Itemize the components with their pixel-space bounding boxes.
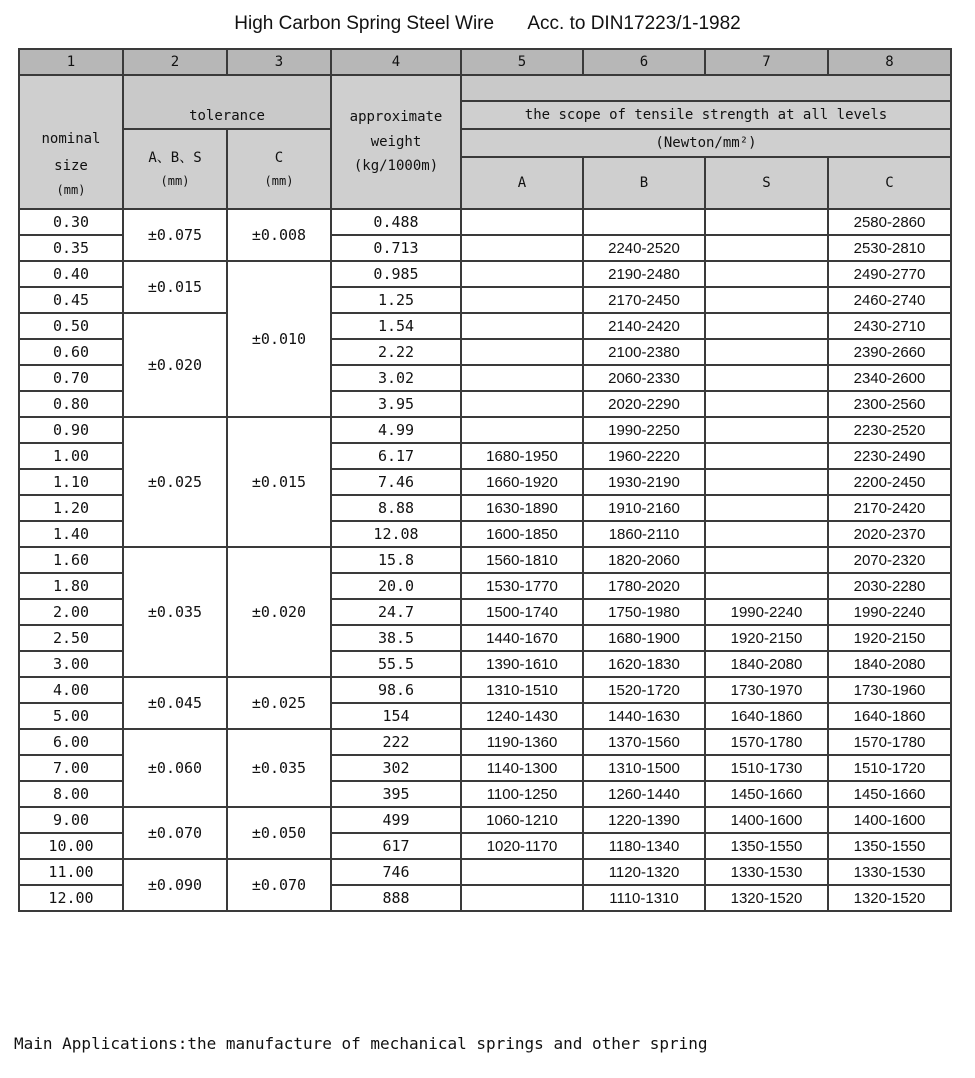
grade-a-cell: 1630-1890: [461, 495, 583, 521]
table-row: [19, 313, 951, 339]
grade-a-cell: [461, 365, 583, 391]
weight-cell: 395: [331, 781, 461, 807]
grade-s-cell: [705, 391, 828, 417]
nominal-size-cell: 2.00: [19, 599, 123, 625]
header-row-3: [19, 129, 951, 157]
grade-c-cell: 2200-2450: [828, 469, 951, 495]
weight-cell: 4.99: [331, 417, 461, 443]
grade-a-cell: [461, 391, 583, 417]
grade-a-cell: 1100-1250: [461, 781, 583, 807]
grade-s-cell: [705, 365, 828, 391]
grade-c-cell: 1330-1530: [828, 859, 951, 885]
tolerance-abs-cell: ±0.020: [123, 313, 227, 417]
grade-c-cell: 2490-2770: [828, 261, 951, 287]
grade-s-cell: [705, 339, 828, 365]
tolerance-abs-cell: ±0.025: [123, 417, 227, 547]
grade-b-cell: 1990-2250: [583, 417, 705, 443]
tolerance-c-cell: ±0.010: [227, 261, 331, 417]
grade-c-header: C: [828, 157, 951, 209]
grade-a-cell: 1140-1300: [461, 755, 583, 781]
grade-b-cell: 1220-1390: [583, 807, 705, 833]
tolerance-abs-cell: ±0.015: [123, 261, 227, 313]
nominal-size-cell: 1.80: [19, 573, 123, 599]
grade-b-cell: 2240-2520: [583, 235, 705, 261]
weight-cell: 98.6: [331, 677, 461, 703]
grade-c-cell: 1730-1960: [828, 677, 951, 703]
grade-a-cell: [461, 313, 583, 339]
weight-cell: 0.713: [331, 235, 461, 261]
tolerance-c-cell: ±0.015: [227, 417, 331, 547]
tolerance-c-cell: ±0.050: [227, 807, 331, 859]
grade-c-cell: 1350-1550: [828, 833, 951, 859]
tensile-scope-header: [461, 101, 951, 129]
grade-a-header: A: [461, 157, 583, 209]
grade-s-cell: [705, 313, 828, 339]
grade-s-cell: [705, 573, 828, 599]
column-number-row: [19, 49, 951, 75]
grade-c-cell: 2170-2420: [828, 495, 951, 521]
table-row: [19, 677, 951, 703]
grade-b-cell: 2140-2420: [583, 313, 705, 339]
grade-a-cell: [461, 885, 583, 911]
grade-a-cell: 1660-1920: [461, 469, 583, 495]
tolerance-c-cell: ±0.025: [227, 677, 331, 729]
grade-c-cell: 2340-2600: [828, 365, 951, 391]
weight-cell: 499: [331, 807, 461, 833]
tolerance-abs-cell: ±0.035: [123, 547, 227, 677]
tensile-header-spacer: [461, 75, 951, 101]
tensile-unit-label: (Newton/mm²): [655, 135, 757, 151]
grade-a-cell: [461, 209, 583, 235]
grade-s-cell: [705, 209, 828, 235]
table-row: [19, 209, 951, 235]
nominal-size-cell: 0.35: [19, 235, 123, 261]
weight-label-1: approximate: [349, 109, 443, 126]
column-number: 6: [583, 49, 705, 75]
grade-c-cell: 2460-2740: [828, 287, 951, 313]
spring-wire-table: [18, 48, 952, 912]
document-title: [0, 13, 975, 35]
grade-s-cell: 1920-2150: [705, 625, 828, 651]
tolerance-c-cell: ±0.008: [227, 209, 331, 261]
grade-s-cell: [705, 521, 828, 547]
grade-c-cell: 1840-2080: [828, 651, 951, 677]
grade-c-cell: 1400-1600: [828, 807, 951, 833]
grade-c-cell: 2030-2280: [828, 573, 951, 599]
tolerance-abs-cell: ±0.060: [123, 729, 227, 807]
weight-cell: 12.08: [331, 521, 461, 547]
tolerance-header: [123, 75, 331, 129]
tolerance-abs-label: A、B、S: [148, 150, 202, 167]
nominal-size-cell: 0.90: [19, 417, 123, 443]
nominal-size-cell: 4.00: [19, 677, 123, 703]
grade-b-cell: 1820-2060: [583, 547, 705, 573]
grade-c-cell: 2070-2320: [828, 547, 951, 573]
column-number: 3: [227, 49, 331, 75]
grade-c-cell: 2390-2660: [828, 339, 951, 365]
grade-s-cell: 1990-2240: [705, 599, 828, 625]
tolerance-c-header: [227, 129, 331, 209]
nominal-size-cell: 0.70: [19, 365, 123, 391]
tolerance-abs-unit: (mm): [160, 173, 190, 188]
grade-c-cell: 2530-2810: [828, 235, 951, 261]
weight-cell: 222: [331, 729, 461, 755]
tolerance-abs-cell: ±0.090: [123, 859, 227, 911]
grade-b-cell: 2060-2330: [583, 365, 705, 391]
column-number: 2: [123, 49, 227, 75]
nominal-size-cell: 10.00: [19, 833, 123, 859]
nominal-size-cell: 0.50: [19, 313, 123, 339]
grade-b-cell: 1680-1900: [583, 625, 705, 651]
weight-cell: 0.488: [331, 209, 461, 235]
grade-s-cell: [705, 287, 828, 313]
nominal-size-cell: 0.80: [19, 391, 123, 417]
grade-s-cell: [705, 469, 828, 495]
tensile-scope-label: the scope of tensile strength at all levels: [524, 107, 888, 123]
size-unit: (mm): [56, 183, 86, 198]
nominal-label: nominal: [41, 131, 101, 148]
grade-c-cell: 1570-1780: [828, 729, 951, 755]
weight-label-3: (kg/1000m): [353, 158, 439, 175]
table-row: [19, 729, 951, 755]
grade-b-cell: 2170-2450: [583, 287, 705, 313]
grade-b-cell: 1930-2190: [583, 469, 705, 495]
grade-s-cell: [705, 261, 828, 287]
grade-b-cell: 1310-1500: [583, 755, 705, 781]
grade-b-header: B: [583, 157, 705, 209]
grade-b-cell: 1260-1440: [583, 781, 705, 807]
nominal-size-cell: 11.00: [19, 859, 123, 885]
grade-s-cell: [705, 495, 828, 521]
grade-b-cell: 1750-1980: [583, 599, 705, 625]
weight-cell: 38.5: [331, 625, 461, 651]
grade-s-cell: 1350-1550: [705, 833, 828, 859]
grade-b-cell: 1370-1560: [583, 729, 705, 755]
tolerance-c-cell: ±0.020: [227, 547, 331, 677]
nominal-size-cell: 1.40: [19, 521, 123, 547]
nominal-size-cell: 5.00: [19, 703, 123, 729]
grade-s-cell: [705, 443, 828, 469]
weight-cell: 3.95: [331, 391, 461, 417]
nominal-size-cell: 2.50: [19, 625, 123, 651]
grade-c-cell: 1510-1720: [828, 755, 951, 781]
weight-cell: 302: [331, 755, 461, 781]
grade-b-cell: 1110-1310: [583, 885, 705, 911]
column-number: 5: [461, 49, 583, 75]
table-row: [19, 859, 951, 885]
nominal-size-cell: 9.00: [19, 807, 123, 833]
grade-s-cell: 1330-1530: [705, 859, 828, 885]
grade-a-cell: [461, 339, 583, 365]
grade-a-cell: 1240-1430: [461, 703, 583, 729]
tolerance-c-unit: (mm): [264, 173, 294, 188]
weight-cell: 1.25: [331, 287, 461, 313]
tolerance-c-cell: ±0.035: [227, 729, 331, 807]
grade-c-cell: 2580-2860: [828, 209, 951, 235]
tolerance-label: tolerance: [189, 108, 265, 124]
grade-a-cell: 1060-1210: [461, 807, 583, 833]
grade-a-cell: [461, 261, 583, 287]
grade-a-cell: 1530-1770: [461, 573, 583, 599]
table-row: [19, 417, 951, 443]
weight-cell: 20.0: [331, 573, 461, 599]
table-body: [19, 49, 951, 911]
grade-c-cell: 2430-2710: [828, 313, 951, 339]
grade-b-cell: [583, 209, 705, 235]
grade-s-cell: 1510-1730: [705, 755, 828, 781]
grade-s-cell: 1320-1520: [705, 885, 828, 911]
grade-a-cell: 1390-1610: [461, 651, 583, 677]
grade-c-cell: 2300-2560: [828, 391, 951, 417]
grade-b-cell: 2020-2290: [583, 391, 705, 417]
nominal-size-cell: 1.20: [19, 495, 123, 521]
column-number: 8: [828, 49, 951, 75]
nominal-size-cell: 0.45: [19, 287, 123, 313]
nominal-size-cell: 1.00: [19, 443, 123, 469]
grade-s-cell: 1840-2080: [705, 651, 828, 677]
tolerance-abs-cell: ±0.045: [123, 677, 227, 729]
weight-cell: 6.17: [331, 443, 461, 469]
table-row: [19, 547, 951, 573]
grade-a-cell: 1020-1170: [461, 833, 583, 859]
grade-s-cell: 1640-1860: [705, 703, 828, 729]
nominal-size-cell: 6.00: [19, 729, 123, 755]
grade-s-cell: 1400-1600: [705, 807, 828, 833]
grade-b-cell: 2190-2480: [583, 261, 705, 287]
weight-cell: 24.7: [331, 599, 461, 625]
grade-a-cell: [461, 235, 583, 261]
nominal-size-header: [19, 75, 123, 209]
main-applications-note: Main Applications:the manufacture of mechanical springs and other spring: [14, 1034, 708, 1053]
weight-cell: 746: [331, 859, 461, 885]
weight-header: [331, 75, 461, 209]
grade-a-cell: [461, 859, 583, 885]
nominal-size-cell: 0.40: [19, 261, 123, 287]
grade-b-cell: 1120-1320: [583, 859, 705, 885]
title-standard: Acc. to DIN17223/1-1982: [527, 13, 741, 34]
grade-s-cell: 1450-1660: [705, 781, 828, 807]
weight-cell: 3.02: [331, 365, 461, 391]
nominal-size-cell: 8.00: [19, 781, 123, 807]
tolerance-c-label: C: [274, 150, 284, 167]
grade-s-cell: 1730-1970: [705, 677, 828, 703]
tolerance-abs-cell: ±0.070: [123, 807, 227, 859]
weight-cell: 1.54: [331, 313, 461, 339]
nominal-size-cell: 0.30: [19, 209, 123, 235]
grade-b-cell: 2100-2380: [583, 339, 705, 365]
weight-label-2: weight: [370, 133, 422, 150]
grade-c-cell: 2020-2370: [828, 521, 951, 547]
grade-b-cell: 1620-1830: [583, 651, 705, 677]
grade-a-cell: 1190-1360: [461, 729, 583, 755]
weight-cell: 7.46: [331, 469, 461, 495]
grade-a-cell: 1560-1810: [461, 547, 583, 573]
grade-s-cell: [705, 547, 828, 573]
grade-c-cell: 2230-2520: [828, 417, 951, 443]
grade-a-cell: 1600-1850: [461, 521, 583, 547]
nominal-size-cell: 12.00: [19, 885, 123, 911]
weight-cell: 0.985: [331, 261, 461, 287]
grade-c-cell: 2230-2490: [828, 443, 951, 469]
column-number: 1: [19, 49, 123, 75]
weight-cell: 55.5: [331, 651, 461, 677]
nominal-size-cell: 1.60: [19, 547, 123, 573]
grade-a-cell: 1500-1740: [461, 599, 583, 625]
weight-cell: 888: [331, 885, 461, 911]
grade-b-cell: 1440-1630: [583, 703, 705, 729]
tolerance-c-cell: ±0.070: [227, 859, 331, 911]
tolerance-abs-cell: ±0.075: [123, 209, 227, 261]
weight-cell: 2.22: [331, 339, 461, 365]
nominal-size-cell: 7.00: [19, 755, 123, 781]
grade-c-cell: 1640-1860: [828, 703, 951, 729]
size-label: size: [54, 157, 88, 174]
weight-cell: 154: [331, 703, 461, 729]
grade-b-cell: 1780-2020: [583, 573, 705, 599]
header-row-1: [19, 75, 951, 101]
grade-b-cell: 1520-1720: [583, 677, 705, 703]
grade-a-cell: 1310-1510: [461, 677, 583, 703]
grade-a-cell: 1440-1670: [461, 625, 583, 651]
nominal-size-cell: 1.10: [19, 469, 123, 495]
weight-cell: 8.88: [331, 495, 461, 521]
grade-s-cell: 1570-1780: [705, 729, 828, 755]
grade-s-header: S: [705, 157, 828, 209]
grade-a-cell: 1680-1950: [461, 443, 583, 469]
title-main: High Carbon Spring Steel Wire: [234, 13, 495, 34]
grade-s-cell: [705, 417, 828, 443]
grade-b-cell: 1960-2220: [583, 443, 705, 469]
grade-c-cell: 1920-2150: [828, 625, 951, 651]
table-row: [19, 261, 951, 287]
grade-b-cell: 1180-1340: [583, 833, 705, 859]
grade-b-cell: 1910-2160: [583, 495, 705, 521]
weight-cell: 15.8: [331, 547, 461, 573]
column-number: 7: [705, 49, 828, 75]
grade-c-cell: 1450-1660: [828, 781, 951, 807]
grade-c-cell: 1320-1520: [828, 885, 951, 911]
nominal-size-cell: 3.00: [19, 651, 123, 677]
weight-cell: 617: [331, 833, 461, 859]
grade-a-cell: [461, 417, 583, 443]
grade-a-cell: [461, 287, 583, 313]
table-row: [19, 807, 951, 833]
grade-b-cell: 1860-2110: [583, 521, 705, 547]
tolerance-abs-header: [123, 129, 227, 209]
column-number: 4: [331, 49, 461, 75]
tensile-unit-header: [461, 129, 951, 157]
nominal-size-cell: 0.60: [19, 339, 123, 365]
grade-s-cell: [705, 235, 828, 261]
grade-c-cell: 1990-2240: [828, 599, 951, 625]
